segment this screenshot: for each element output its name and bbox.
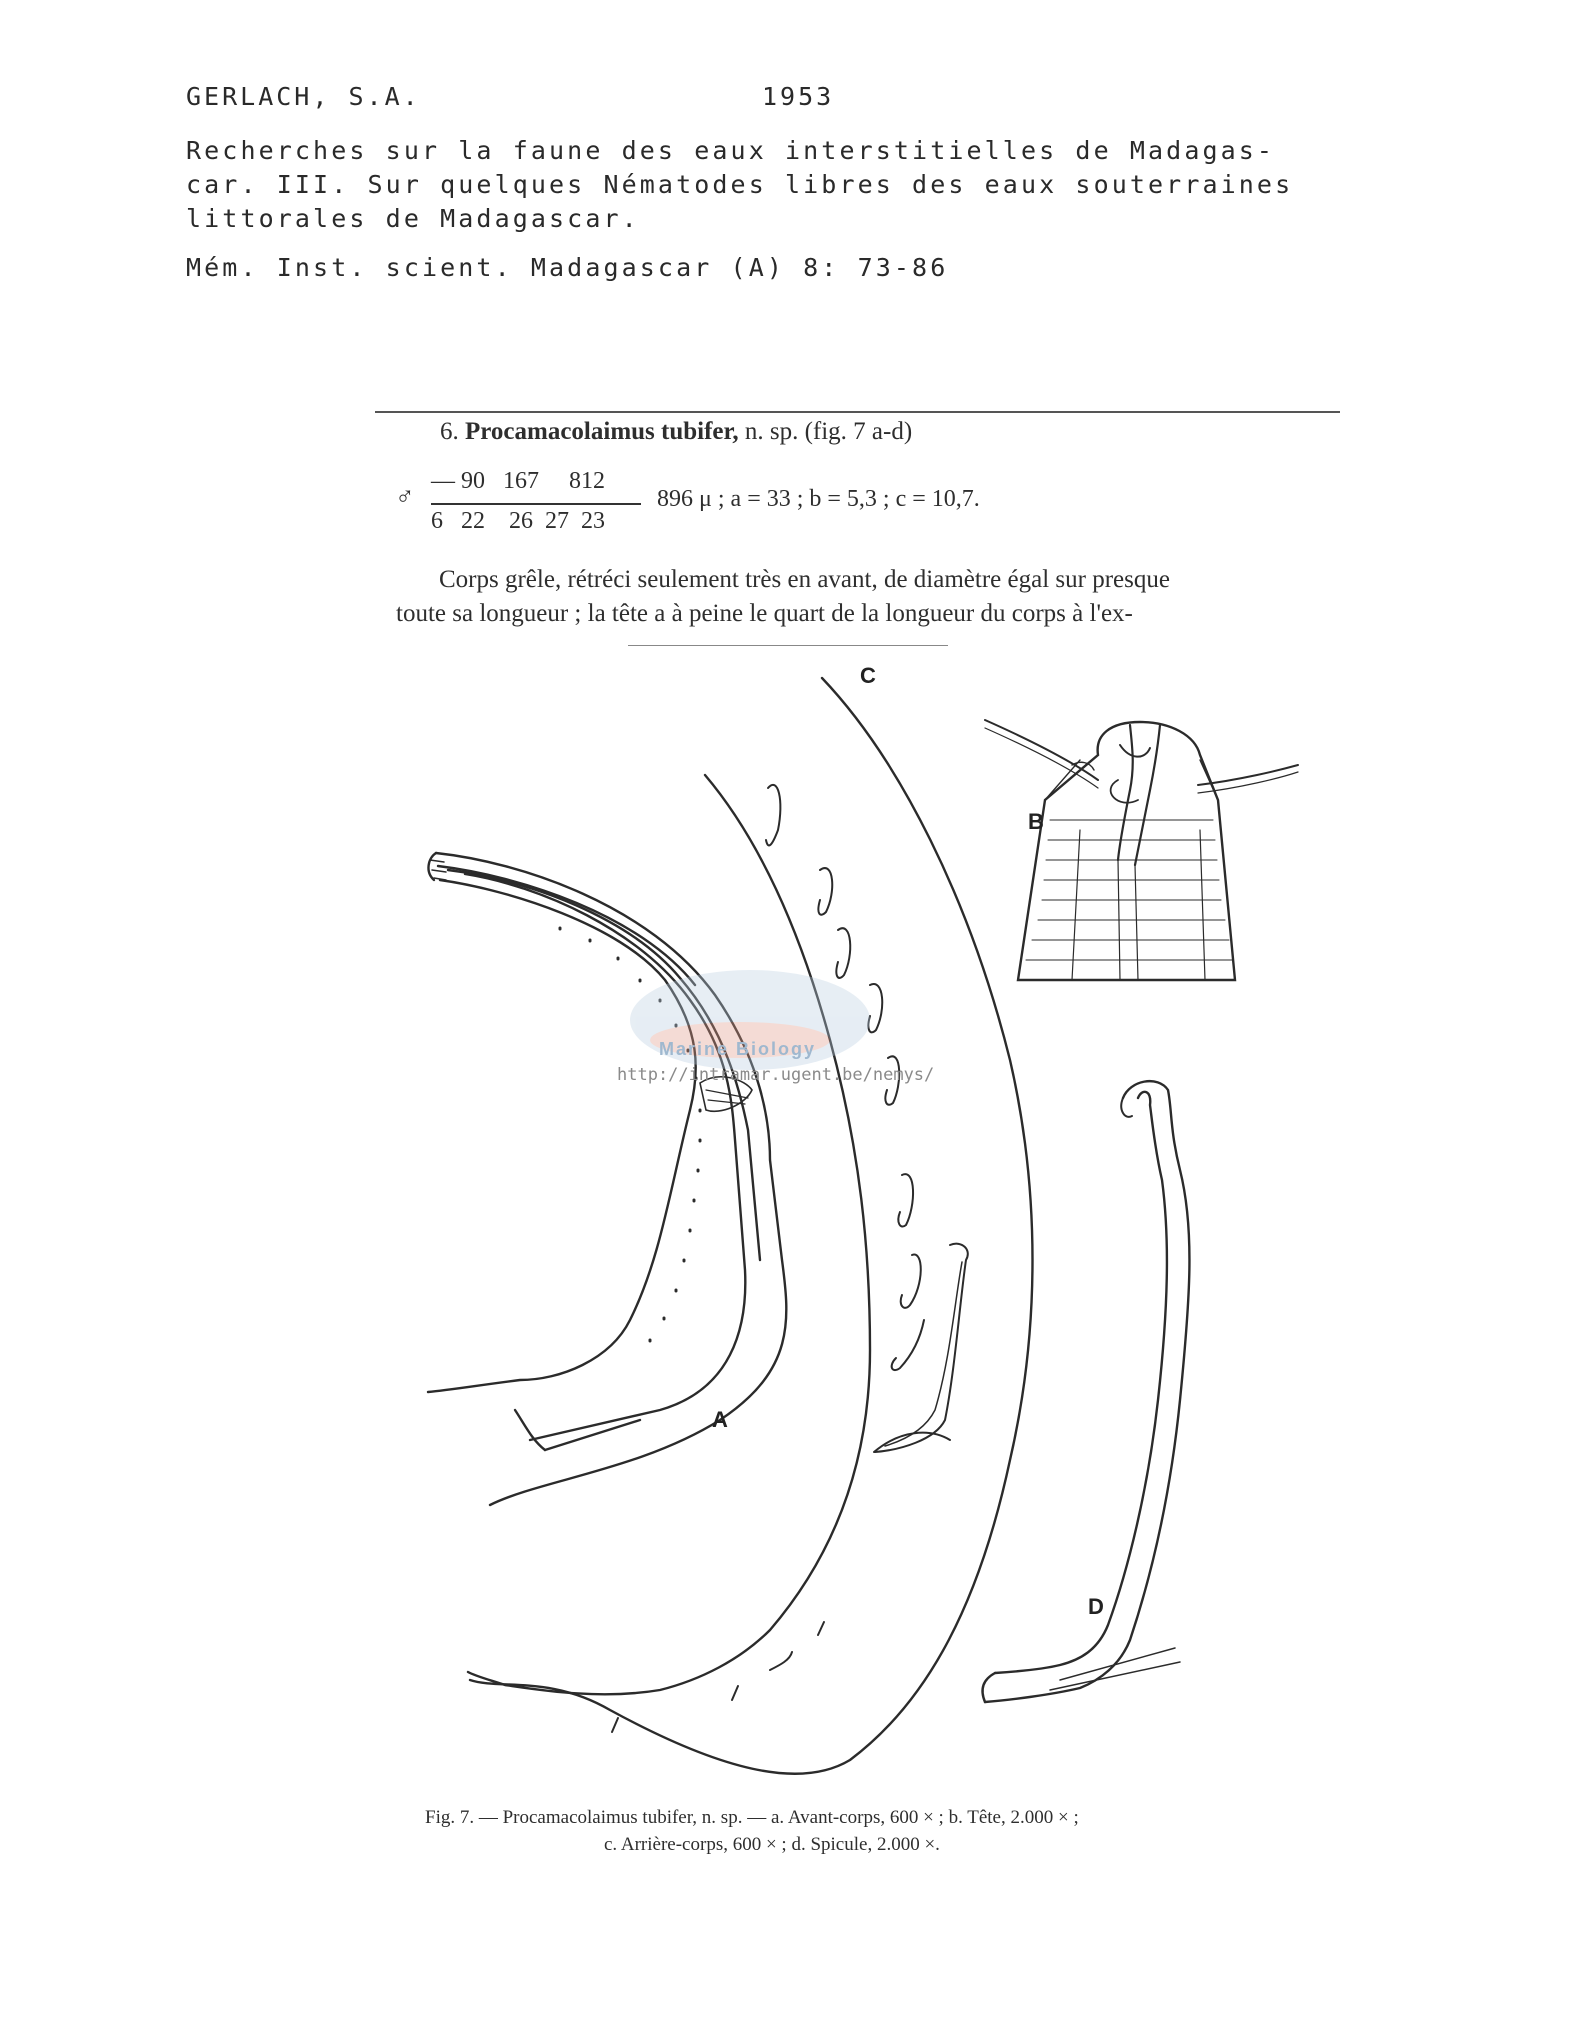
label-b: B: [1028, 809, 1044, 834]
reference-journal: Mém. Inst. scient. Madagascar (A) 8: 73-86: [186, 253, 949, 282]
reference-author: GERLACH, S.A.: [186, 82, 421, 111]
figure-a-anterior-body: [428, 853, 786, 1505]
formula-ratios: 896 μ ; a = 33 ; b = 5,3 ; c = 10,7.: [657, 486, 980, 512]
reference-title-line-3: littorales de Madagascar.: [186, 204, 640, 233]
label-d: D: [1088, 1594, 1104, 1619]
figure-d-spicule: [982, 1081, 1189, 1702]
reference-title-line-2: car. III. Sur quelques Nématodes libres des eaux souterraines: [186, 170, 1294, 199]
male-symbol: ♂: [395, 482, 415, 511]
figure-caption-line-1: Fig. 7. — Procamacolaimus tubifer, n. sp. — a. Avant-corps, 600 × ; b. Tête, 2.000 × ;: [425, 1807, 1079, 1828]
paragraph-line-2: toute sa longueur ; la tête a à peine le quart de la longueur du corps à l'ex-: [396, 600, 1133, 627]
formula-denominator: 6 22 26 27 23: [431, 508, 605, 534]
section-suffix: n. sp. (fig. 7 a-d): [744, 418, 913, 445]
species-name: Procamacolaimus tubifer,: [465, 418, 739, 445]
label-a: A: [712, 1407, 728, 1432]
figure-caption-line-2: c. Arrière-corps, 600 × ; d. Spicule, 2.000 ×.: [604, 1834, 940, 1855]
figure-b-head: [985, 720, 1298, 980]
reference-title-line-1: Recherches sur la faune des eaux interstitielles de Madagas-: [186, 136, 1276, 165]
label-c: C: [860, 663, 876, 688]
section-number: 6.: [440, 418, 459, 445]
figure-c-posterior-body: [468, 678, 1033, 1774]
watermark-text: Marine Biology: [659, 1039, 817, 1059]
reference-year: 1953: [762, 82, 835, 111]
paragraph-line-1: Corps grêle, rétréci seulement très en avant, de diamètre égal sur presque: [439, 566, 1170, 593]
formula-numerator: — 90 167 812: [431, 468, 605, 494]
watermark-url: http://intramar.ugent.be/nemys/: [617, 1065, 935, 1085]
